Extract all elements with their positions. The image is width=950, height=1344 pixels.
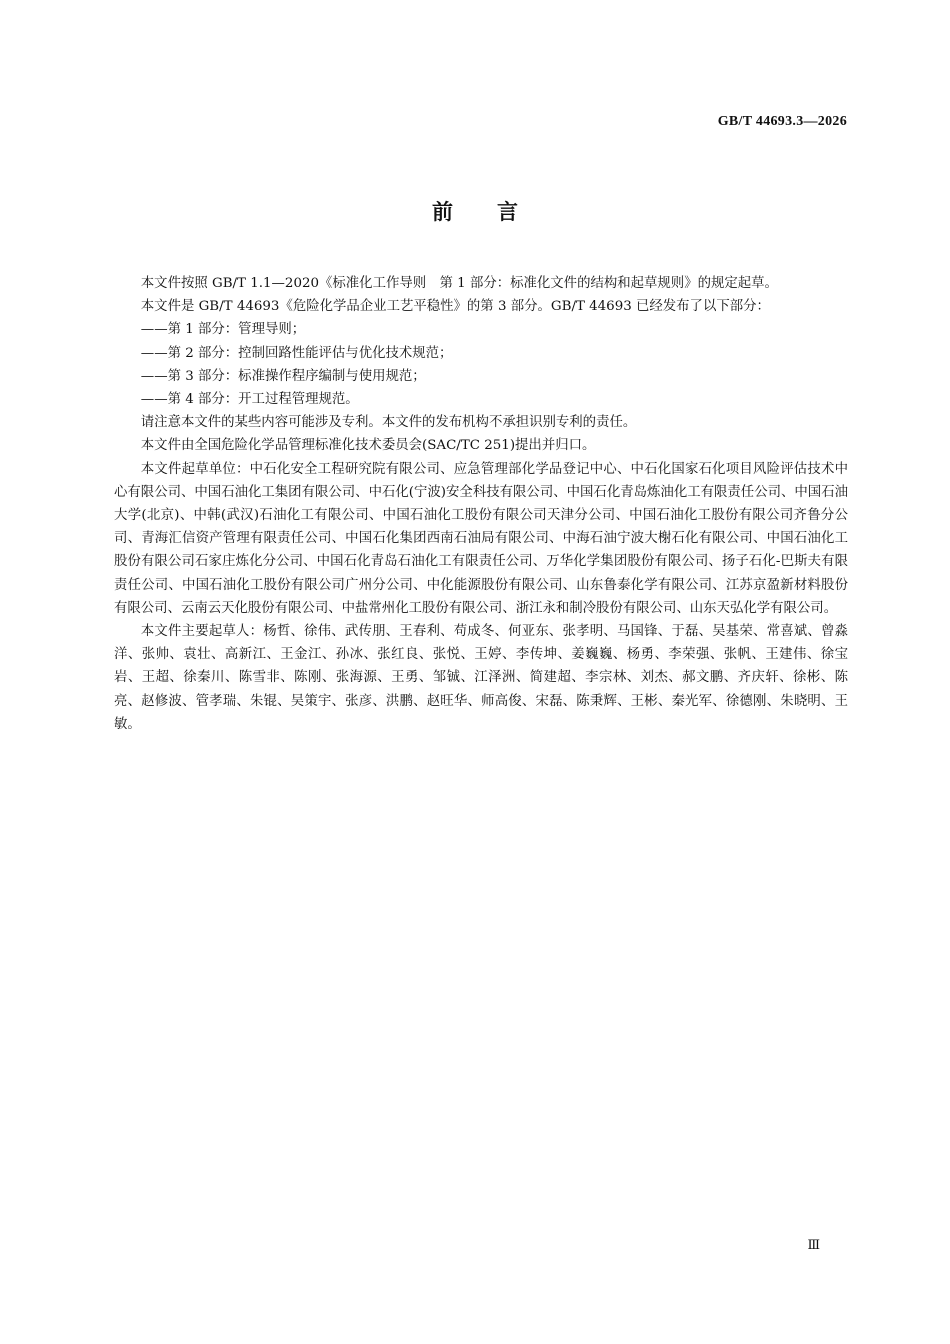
page-title: 前言 xyxy=(432,200,562,224)
paragraph-proposer: 本文件由全国危险化学品管理标准化技术委员会(SAC/TC 251)提出并归口。 xyxy=(140,438,596,454)
page-number: Ⅲ xyxy=(807,1237,820,1252)
list-item-part-1: ——第 1 部分：管理导则； xyxy=(140,322,306,338)
list-item-part-3: ——第 3 部分：标准操作程序编制与使用规范； xyxy=(140,368,426,384)
paragraph-main-drafters: 本文件主要起草人：杨哲、徐伟、武传朋、王春利、苟成冬、何亚东、张孝明、马国锋、于磊、吴基荣、常喜斌、曾淼洋、张帅、袁壮、高新江、王金江、孙冰、张红良、张悦、王婷、李传坤、姜巍巍、杨勇、李荣强、张帆、王建伟、徐宝岩、王超、徐秦川、陈雪非、陈刚、张海源、王勇、邹铖、江泽洲、简建超、李宗林、刘杰、郝文鹏、齐庆轩、徐彬、陈亮、赵修波、管孝瑞、朱锟、吴策宇、张彦、洪鹏、赵旺华、师高俊、宋磊、陈秉辉、王彬、秦光军、徐德刚、朱晓明、王敏。 xyxy=(114,624,848,732)
paragraph-drafting-rules: 本文件按照 GB/T 1.1—2020《标准化工作导则 第 1 部分：标准化文件的结构和起草规则》的规定起草。 xyxy=(140,276,778,291)
list-item-part-4: ——第 4 部分：开工过程管理规范。 xyxy=(140,392,359,408)
standard-code: GB/T 44693.3—2026 xyxy=(717,114,847,129)
foreword-content xyxy=(114,272,848,736)
paragraph-series-info: 本文件是 GB/T 44693《危险化学品企业工艺平稳性》的第 3 部分。GB/T 44693 已经发布了以下部分： xyxy=(140,299,770,315)
paragraph-patent-notice: 请注意本文件的某些内容可能涉及专利。本文件的发布机构不承担识别专利的责任。 xyxy=(140,415,637,431)
paragraph-drafting-organizations: 本文件起草单位：中石化安全工程研究院有限公司、应急管理部化学品登记中心、中石化国家石化项目风险评估技术中心有限公司、中国石油化工集团有限公司、中石化(宁波)安全科技有限公司、中国石化青岛炼油化工有限责任公司、中国石油大学(北京)、中韩(武汉)石油化工有限公司、中国石油化工股份有限公司天津分公司、中国石油化工股份有限公司齐鲁分公司、青海汇信资产管理有限责任公司、中国石化集团西南石油局有限公司、中海石油宁波大榭石化有限公司、中国石油化工股份有限公司石家庄炼化分公司、中国石化青岛石油化工有限责任公司、万华化学集团股份有限公司、扬子石化-巴斯夫有限责任公司、中国石油化工股份有限公司广州分公司、中化能源股份有限公司、山东鲁泰化学有限公司、江苏京盈新材料股份有限公司、云南云天化股份有限公司、中盐常州化工股份有限公司、浙江永和制冷股份有限公司、山东天弘化学有限公司。 xyxy=(114,461,848,616)
list-item-part-2: ——第 2 部分：控制回路性能评估与优化技术规范； xyxy=(140,345,453,361)
